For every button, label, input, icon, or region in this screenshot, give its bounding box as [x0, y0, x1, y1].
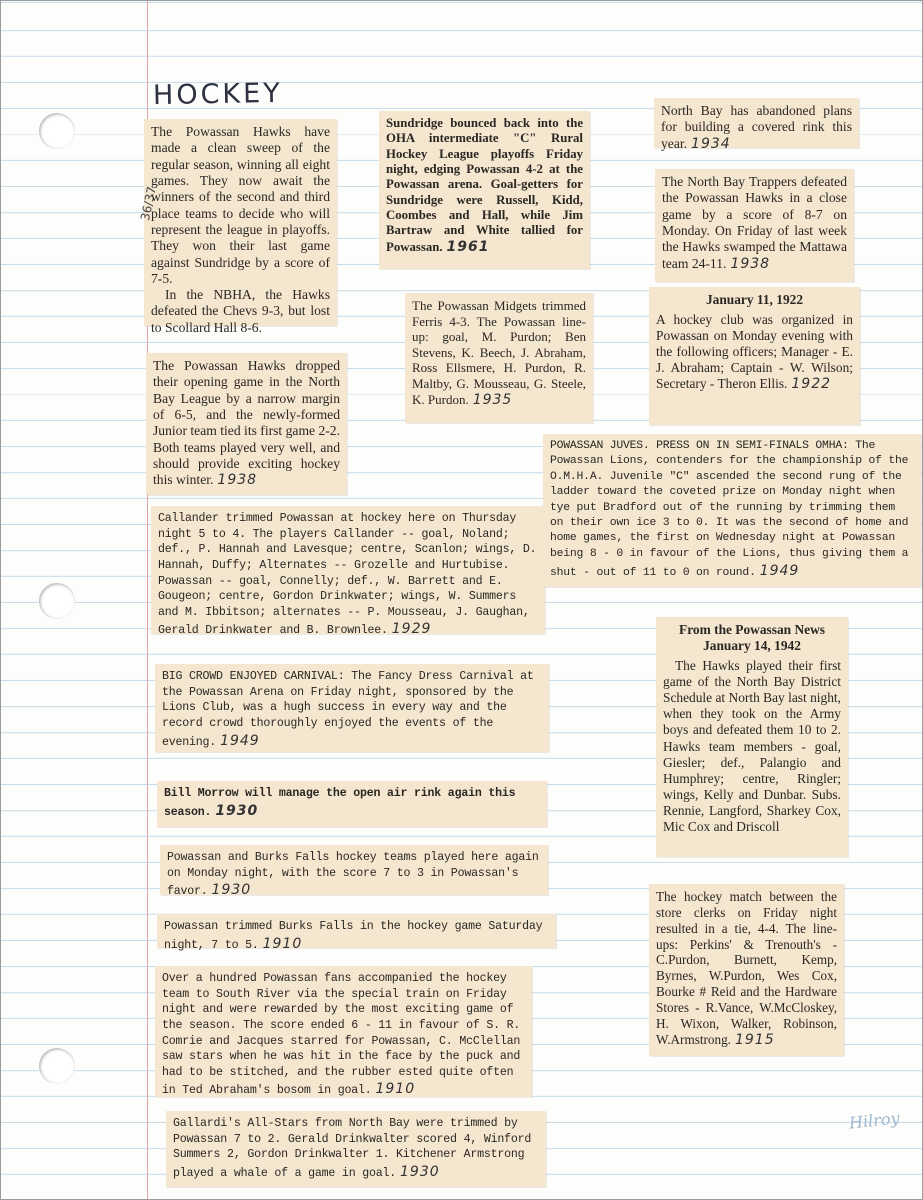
- clipping-text: Sundridge bounced back into the OHA intermediate "C" Rural Hockey League playoffs Friday night, edging Powassan 4-2 at the Powassan arena. Goal-getters for Sundridge were Russell, Kidd, Coombes and Hall, while Jim Bartraw and White tallied for Powassan.: [386, 116, 583, 254]
- clipping-store-clerks: [649, 884, 844, 1056]
- binder-hole-top: [39, 113, 75, 149]
- handwritten-year: 1910: [262, 935, 303, 952]
- clipping-text: The Powassan Hawks have made a clean sweep of the regular season, winning all eight games. They now await the winners of the second and third place teams to decide who will represent the league in playoffs. They won their last game against Sundridge by a score of 7-5.: [151, 124, 330, 286]
- handwritten-year: 1949: [759, 563, 800, 580]
- clipping-sundridge: [379, 111, 590, 269]
- handwritten-year: 1938: [730, 255, 771, 272]
- clipping-text: North Bay has abandoned plans for building a covered rink this year.: [661, 103, 852, 151]
- clipping-text: POWASSAN JUVES. PRESS ON IN SEMI-FINALS OMHA: The Powassan Lions, contenders for the championship of the O.M.H.A. Juvenile "C" ascended the second rung of the ladder toward the coveted prize on Monday night when tye put Bradford out of the running by trimming them on their own ice 3 to 0. It was the second of home and home games, the first on Wednesday night at Powassan being 8 - 0 in favour of the Lions, thus giving them a shut - out of 11 to 0 on round.: [550, 440, 909, 580]
- handwritten-year: 1910: [375, 1081, 416, 1098]
- clipping-opening-game: [146, 353, 347, 495]
- handwritten-year: 1915: [734, 1031, 775, 1048]
- handwritten-year: 1930: [215, 802, 259, 819]
- handwritten-year: 1961: [446, 238, 490, 255]
- clipping-burks-7-3: [160, 845, 548, 899]
- handwritten-year: 1930: [400, 1163, 440, 1180]
- clipping-news-1942: [656, 617, 848, 857]
- clipping-text: The Powassan Midgets trimmed Ferris 4-3. The Powassan line-up: goal, M. Purdon; Ben Stevens, K. Beech, J. Abraham, Ross Ellsmere, H. Purdon, R. Maltby, G. Mousseau, G. Steele, K. Purdon.: [412, 298, 586, 407]
- clipping-text: The hockey match between the store clerks on Friday night resulted in a tie, 4-4. The line-ups: Perkins' & Trenouth's - C.Purdon, Burnett, Kemp, Byrnes, W.Purdon, Wes Cox, Bourke # Reid and the Hardware Stores - R.Vance, W.McCloskey, H. Wixon, Walker, Robinson, W.Armstrong.: [656, 889, 837, 1047]
- clipping-text: Over a hundred Powassan fans accompanied the hockey team to South River via the special train on Friday night and were rewarded by the most exciting game of the season. The score ended 6 - 11 in favour of S. R. Comrie and Jacques starred for Powassan, C. McClellan saw stars when he was hit in the face by the puck and had to be stitched, and the rubber ested quite often in Ted Abraham's bosom in goal.: [162, 972, 521, 1098]
- clipping-text: BIG CROWD ENJOYED CARNIVAL: The Fancy Dress Carnival at the Powassan Arena on Friday night, sponsored by the Lions Club, was a hugh success in every way and the record crowd thoroughly enjoyed the events of the evening.: [162, 670, 534, 749]
- clipping-north-bay-rink: [654, 98, 859, 152]
- handwritten-year: 1922: [791, 376, 832, 393]
- handwritten-note: 36/37: [138, 185, 159, 222]
- clipping-text: Bill Morrow will manage the open air rink again this season.: [164, 787, 516, 819]
- handwritten-year: 1929: [391, 621, 432, 638]
- handwritten-year: 1930: [211, 882, 252, 899]
- binder-hole-middle: [39, 583, 75, 619]
- clipping-text: Powassan trimmed Burks Falls in the hockey game Saturday night, 7 to 5.: [164, 920, 543, 952]
- clipping-date: January 11, 1922: [705, 292, 804, 307]
- clipping-callander: [151, 506, 545, 638]
- clipping-carnival: [155, 664, 549, 752]
- clipping-juves: [543, 434, 921, 587]
- clipping-hawks-sweep: [138, 119, 337, 335]
- clipping-text: The North Bay Trappers defeated the Powassan Hawks in a close game by a score of 8-7 on Monday. On Friday of last week the Hawks swamped the Mattawa team 24-11.: [662, 174, 847, 271]
- clipping-burks-7-5: [157, 914, 556, 952]
- clipping-south-river: [155, 966, 532, 1097]
- clipping-gallardi: [166, 1111, 546, 1187]
- clipping-text: Callander trimmed Powassan at hockey here on Thursday night 5 to 4. The players Callander -- goal, Noland; def., P. Hannah and Lavesque; centre, Scanlon; wings, D. Hannah, Duffy; Alternates -- Grozelle and Hurtubise. Powassan -- goal, Connelly; def., W. Barrett and E. Gougeon; centre, Gordon Drinkwater; wings, W. Summers and M. Ibbitson; alternates -- P. Mousseau, J. Gaughan, Gerald Drinkwater and B. Brownlee.: [158, 512, 537, 638]
- page-heading: HOCKEY: [152, 77, 283, 112]
- clipping-trappers: [655, 169, 854, 282]
- clipping-midgets: [405, 293, 593, 423]
- clipping-text: The Hawks played their first game of the North Bay District Schedule at North Bay last night, when they took on the Army boys and defeated them 10 to 2. Hawks team members - goal, Giesler; def., Palangio and Humphrey; centre, Ringler; wings, Kelly and Dunbar. Subs. Rennie, Langford, Sharkey Cox, Mic Cox and Driscoll: [663, 658, 841, 834]
- clipping-text: The Powassan Hawks dropped their opening game in the North Bay League by a narrow margin of 6-5, and the newly-formed Junior team tied its first game 2-2. Both teams played very well, and should provide exciting hockey this winter.: [153, 358, 340, 488]
- handwritten-year: 1934: [691, 135, 731, 152]
- clipping-text: Powassan and Burks Falls hockey teams played here again on Monday night, with the score 7 to 3 in Powassan's favor.: [167, 851, 539, 899]
- clipping-date: January 14, 1942: [703, 638, 801, 654]
- handwritten-year: 1935: [472, 391, 513, 408]
- handwritten-year: 1949: [220, 732, 260, 749]
- clipping-text-2: In the NBHA, the Hawks defeated the Chevs 9-3, but lost to Scollard Hall 8-6.: [151, 287, 330, 335]
- clipping-text: Gallardi's All-Stars from North Bay were trimmed by Powassan 7 to 2. Gerald Drinkwalter scored 4, Winford Summers 2, Gordon Drinkwalter 1. Kitchener Armstrong played a whale of a game in goal.: [173, 1117, 532, 1180]
- binder-hole-bottom: [39, 1048, 75, 1084]
- clipping-text: A hockey club was organized in Powassan on Monday evening with the following officers; Manager - E. J. Abraham; Captain - W. Wilson; Secretary - Theron Ellis.: [656, 312, 853, 392]
- clipping-club-1922: [649, 287, 860, 425]
- clipping-morrow: [157, 781, 547, 827]
- clipping-source: From the Powassan News: [679, 622, 825, 637]
- hilroy-logo: Hilroy: [848, 1108, 901, 1133]
- handwritten-year: 1938: [217, 472, 258, 489]
